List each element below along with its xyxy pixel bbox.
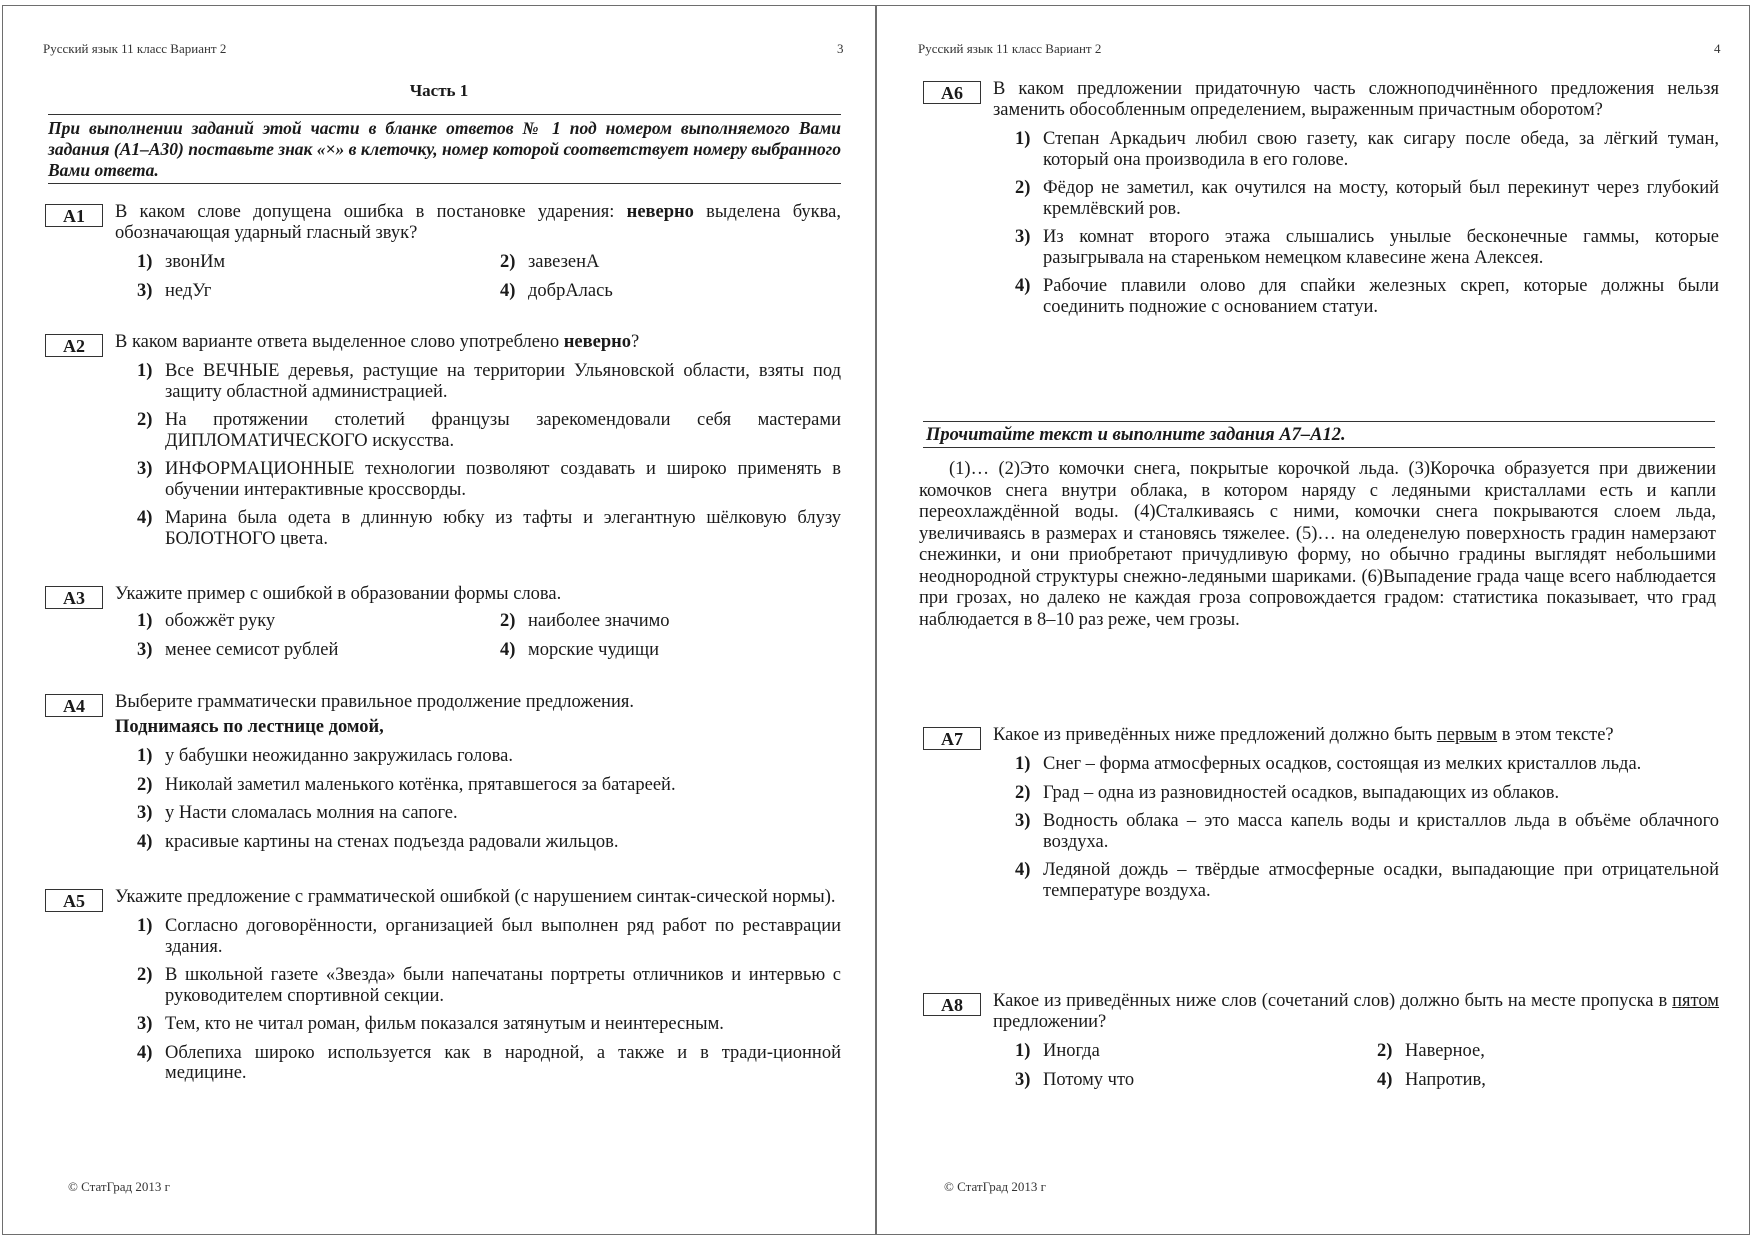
answer-option[interactable]: 1) звонИм — [137, 252, 226, 272]
answer-option[interactable]: 1) Иногда — [1015, 1041, 1100, 1061]
question-number: A6 — [923, 81, 981, 104]
question-a7 — [923, 725, 1719, 901]
answer-option[interactable]: 3) у Насти сломалась молния на сапоге. — [137, 803, 458, 823]
answer-option[interactable]: 3) Потому что — [1015, 1070, 1135, 1090]
answer-option[interactable]: 2) В школьной газете «Звезда» были напечатаны портреты отличников и интервью с руководителем спортивной секции. — [137, 965, 841, 1006]
instruction-block: При выполнении заданий этой части в бланке ответов № 1 под номером выполняемого Вами задания (А1–А30) поставьте знак «×» в клеточку, номер которой соответствует номеру выбранного Вами ответа. — [48, 114, 841, 184]
reading-passage: (1)… (2)Это комочки снега, покрытые корочкой льда. (3)Корочка образуется при движении комочков снега внутри облака, в котором наряду с ледяными кристаллами есть и капли переохлаждённой воды. (4)Сталкиваясь с ними, комочки снега покрываются слоем льда, увеличиваясь в размерах и становясь тяжелее. (5)… на оледенелую поверхность градин намерзают снежинки, и они приобретают причудливую форму, но обычно градины выглядят небольшими неоднородной структуры снежно-ледяными шариками. (6)Выпадение града чаще всего наблюдается при грозах, но далеко не каждая гроза сопровождается градом: статистика показывает, что град наблюдается в 8–10 раз реже, чем грозы. — [919, 459, 1716, 630]
question-a2 — [45, 332, 841, 549]
answer-option[interactable]: 1) Снег – форма атмосферных осадков, состоящая из мелких кристаллов льда. — [1015, 754, 1642, 774]
answer-option[interactable]: 4) Напротив, — [1377, 1070, 1486, 1090]
answer-option[interactable]: 2) Николай заметил маленького котёнка, прятавшегося за батареей. — [137, 774, 676, 795]
answer-options — [1015, 129, 1719, 317]
part-title: Часть 1 — [409, 81, 469, 100]
page-footer: © СтатГрад 2013 г — [68, 1179, 170, 1194]
question-text: Какое из приведённых ниже слов (сочетаний слов) должно быть на месте пропуска в пятом предложении? — [993, 991, 1719, 1032]
answer-option[interactable]: 2) наиболее значимо — [500, 611, 670, 631]
question-text: Укажите предложение с грамматической ошибкой (с нарушением синтак-сической нормы). — [115, 887, 836, 907]
question-number: A5 — [45, 889, 103, 912]
answer-options — [137, 361, 841, 549]
answer-option[interactable]: 3) недУг — [137, 281, 212, 301]
answer-options — [137, 252, 841, 302]
answer-option[interactable]: 1) у бабушки неожиданно закружилась голова. — [137, 746, 513, 766]
answer-option[interactable]: 3) Тем, кто не читал роман, фильм показался затянутым и неинтересным. — [137, 1014, 724, 1034]
question-text: Укажите пример с ошибкой в образовании формы слова. — [115, 584, 562, 604]
answer-option[interactable]: 2) Фёдор не заметил, как очутился на мосту, который был перекинут через глубокий кремлёвский ров. — [1015, 178, 1719, 219]
question-number: A4 — [45, 694, 103, 717]
answer-option[interactable]: 4) красивые картины на стенах подъезда радовали жильцов. — [137, 831, 619, 852]
answer-option[interactable]: 4) Ледяной дождь – твёрдые атмосферные осадки, выпадающие при отрицательной температуре воздуха. — [1015, 860, 1719, 901]
answer-option[interactable]: 1) Все ВЕЧНЫЕ деревья, растущие на территории Ульяновской области, взяты под защиту областной администрацией. — [137, 361, 841, 402]
answer-option[interactable]: 4) добрАлась — [500, 281, 613, 301]
question-a6 — [923, 79, 1719, 317]
answer-options — [1015, 754, 1719, 901]
running-header: Русский язык 11 класс Вариант 2 — [918, 41, 1102, 56]
answer-options — [137, 916, 841, 1084]
page-left — [2, 5, 876, 1235]
answer-option[interactable]: 4) Рабочие плавили олово для спайки железных скреп, которые должны были соединить подножие с основанием статуи. — [1015, 276, 1719, 317]
question-number: A3 — [45, 586, 103, 609]
page-footer: © СтатГрад 2013 г — [944, 1179, 1046, 1194]
answer-option[interactable]: 3) Из комнат второго этажа слышались унылые бесконечные гаммы, которые разыгрывала на стареньком немецком клавесине жена Алексея. — [1015, 227, 1719, 268]
answer-option[interactable]: 3) менее семисот рублей — [137, 640, 339, 660]
answer-option[interactable]: 3) Водность облака – это масса капель воды и кристаллов льда в объёме облачного воздуха. — [1015, 811, 1719, 852]
answer-option[interactable]: 1) Согласно договорённости, организацией был выполнен ряд работ по реставрации здания. — [137, 916, 841, 957]
question-number: A7 — [923, 727, 981, 750]
answer-option[interactable]: 2) Наверное, — [1377, 1041, 1485, 1061]
answer-options — [137, 746, 841, 852]
answer-option[interactable]: 3) ИНФОРМАЦИОННЫЕ технологии позволяют создавать и широко применять в обучении интерактивные кроссворды. — [137, 459, 841, 500]
reading-instruction: Прочитайте текст и выполните задания А7–А12. — [923, 421, 1715, 448]
answer-option[interactable]: 2) Град – одна из разновидностей осадков, выпадающих из облаков. — [1015, 782, 1560, 803]
sentence-lead: Поднимаясь по лестнице домой, — [115, 717, 384, 737]
question-a5 — [45, 887, 841, 1084]
question-text: В каком предложении придаточную часть сложноподчинённого предложения нельзя заменить обособленным определением, выраженным причастным оборотом? — [993, 79, 1719, 120]
question-a3 — [45, 584, 841, 661]
answer-option[interactable]: 4) Марина была одета в длинную юбку из тафты и элегантную шёлковую блузу БОЛОТНОГО цвета. — [137, 508, 841, 549]
page-number: 4 — [1714, 41, 1721, 56]
question-number: A1 — [45, 204, 103, 227]
answer-option[interactable]: 2) завезенА — [500, 252, 600, 272]
question-number: A2 — [45, 334, 103, 357]
question-a1 — [45, 202, 841, 302]
question-text: В каком варианте ответа выделенное слово употреблено неверно? — [115, 332, 640, 352]
question-a8 — [923, 991, 1719, 1091]
page-number: 3 — [837, 41, 844, 56]
question-a4 — [45, 692, 841, 852]
answer-options — [1015, 1041, 1719, 1091]
answer-option[interactable]: 1) Степан Аркадьич любил свою газету, как сигару после обеда, за лёгкий туман, который она производила в его голове. — [1015, 129, 1719, 170]
question-text: В каком слове допущена ошибка в постановке ударения: неверно выделена буква, обозначающая ударный гласный звук? — [115, 202, 841, 243]
question-number: A8 — [923, 993, 981, 1016]
answer-option[interactable]: 4) Облепиха широко используется как в народной, а также и в тради-ционной медицине. — [137, 1042, 841, 1083]
answer-option[interactable]: 1) обожжёт руку — [137, 611, 276, 631]
answer-options — [137, 611, 841, 661]
answer-option[interactable]: 4) морские чудищи — [500, 640, 659, 660]
answer-option[interactable]: 2) На протяжении столетий французы зарекомендовали себя мастерами ДИПЛОМАТИЧЕСКОГО искусства. — [137, 410, 841, 451]
page-right — [876, 5, 1750, 1235]
question-text: Выберите грамматически правильное продолжение предложения. — [115, 692, 634, 712]
running-header: Русский язык 11 класс Вариант 2 — [43, 41, 227, 56]
question-text: Какое из приведённых ниже предложений должно быть первым в этом тексте? — [993, 725, 1614, 745]
